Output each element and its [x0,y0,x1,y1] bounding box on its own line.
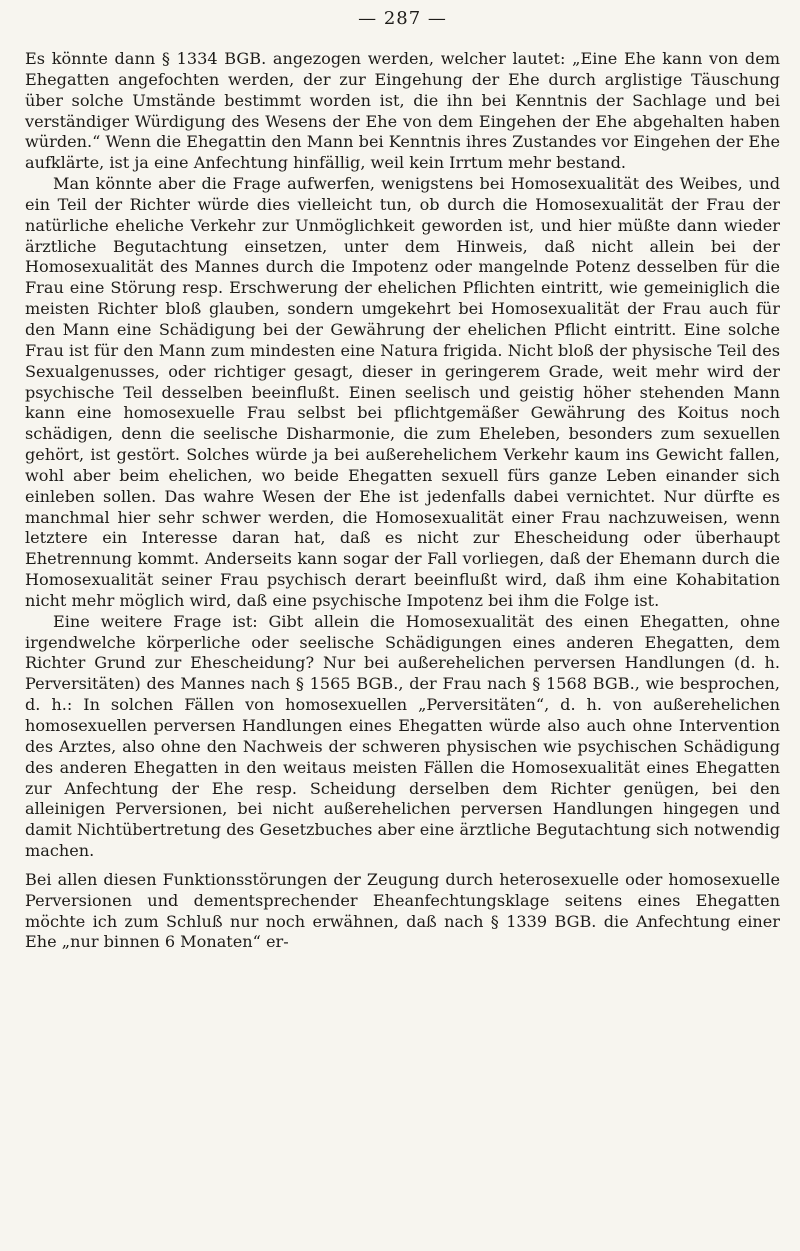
paragraph-3: Eine weitere Frage ist: Gibt allein die Homosexualität des einen Ehegatten, ohne irgendwelche körperliche oder seelische Schädigungen eines anderen Ehegatten, dem Richter Grund zur Ehescheidung? Nur bei außerehelichen perversen Handlungen (d. h. Perversitäten) des Mannes nach § 1565 BGB., der Frau nach § 1568 BGB., wie besprochen, d. h.: In solchen Fällen von homosexuellen „Perversitäten“, d. h. von außerehelichen homosexuellen perversen Handlungen eines Ehegatten würde also auch ohne Intervention des Arztes, also ohne den Nachweis der schweren physischen wie psychischen Schädigung des anderen Ehegatten in den weitaus meisten Fällen die Homosexualität eines Ehegatten zur Anfechtung der Ehe resp. Scheidung derselben dem Richter genügen, bei den alleinigen Perversionen, bei nicht außerehelichen perversen Handlungen hingegen und damit Nichtübertretung des Gesetzbuches aber eine ärztliche Begutachtung sich notwendig machen. [25,611,780,861]
paragraph-gap [25,862,780,870]
body-text [25,49,780,953]
paragraph-1: Es könnte dann § 1334 BGB. angezogen werden, welcher lautet: „Eine Ehe kann von dem Ehegatten angefochten werden, der zur Eingehung der Ehe durch arglistige Täuschung über solche Umstände bestimmt worden ist, die ihn bei Kenntnis der Sachlage und bei verständiger Würdigung des Wesens der Ehe von dem Eingehen der Ehe abgehalten haben würden.“ Wenn die Ehegattin den Mann bei Kenntnis ihres Zustandes vor Eingehen der Ehe aufklärte, ist ja eine Anfechtung hinfällig, weil kein Irrtum mehr bestand. [25,49,780,173]
paragraph-4: Bei allen diesen Funktionsstörungen der Zeugung durch heterosexuelle oder homosexuelle Perversionen und dementsprechender Eheanfechtungsklage seitens eines Ehegatten möchte ich zum Schluß nur noch erwähnen, daß nach § 1339 BGB. die Anfechtung einer Ehe „nur binnen 6 Monaten“ er- [25,869,780,952]
page-number: — 287 — [358,8,447,29]
paragraph-2: Man könnte aber die Frage aufwerfen, wenigstens bei Homosexualität des Weibes, und ein Teil der Richter würde dies vielleicht tun, ob durch die Homosexualität der Frau der natürliche eheliche Verkehr zur Unmöglichkeit geworden ist, und hier müßte dann wieder ärztliche Begutachtung einsetzen, unter dem Hinweis, daß nicht allein bei der Homosexualität des Mannes durch die Impotenz oder mangelnde Potenz desselben für die Frau eine Störung resp. Erschwerung der ehelichen Pflichten eintritt, wie gemeiniglich die meisten Richter bloß glauben, sondern umgekehrt bei Homosexualität der Frau auch für den Mann eine Schädigung bei der Gewährung der ehelichen Pflicht eintritt. Eine solche Frau ist für den Mann zum mindesten eine Natura frigida. Nicht bloß der physische Teil des Sexualgenusses, oder richtiger gesagt, dieser in geringerem Grade, weit mehr wird der psychische Teil desselben beeinflußt. Einen seelisch und geistig höher stehenden Mann kann eine homosexuelle Frau selbst bei pflichtgemäßer Gewährung des Koitus noch schädigen, denn die seelische Disharmonie, die zum Eheleben, besonders zum sexuellen gehört, ist gestört. Solches würde ja bei außerehelichem Verkehr kaum ins Gewicht fallen, wohl aber beim ehelichen, wo beide Ehegatten sexuell fürs ganze Leben einander sich einleben sollen. Das wahre Wesen der Ehe ist jedenfalls dabei vernichtet. Nur dürfte es manchmal hier sehr schwer werden, die Homosexualität einer Frau nachzuweisen, wenn letztere ein Interesse daran hat, daß es nicht zur Ehescheidung oder überhaupt Ehetrennung kommt. Anderseits kann sogar der Fall vorliegen, daß der Ehemann durch die Homosexualität seiner Frau psychisch derart beeinflußt wird, daß ihm eine Kohabitation nicht mehr möglich wird, daß eine psychische Impotenz bei ihm die Folge ist. [25,174,780,610]
